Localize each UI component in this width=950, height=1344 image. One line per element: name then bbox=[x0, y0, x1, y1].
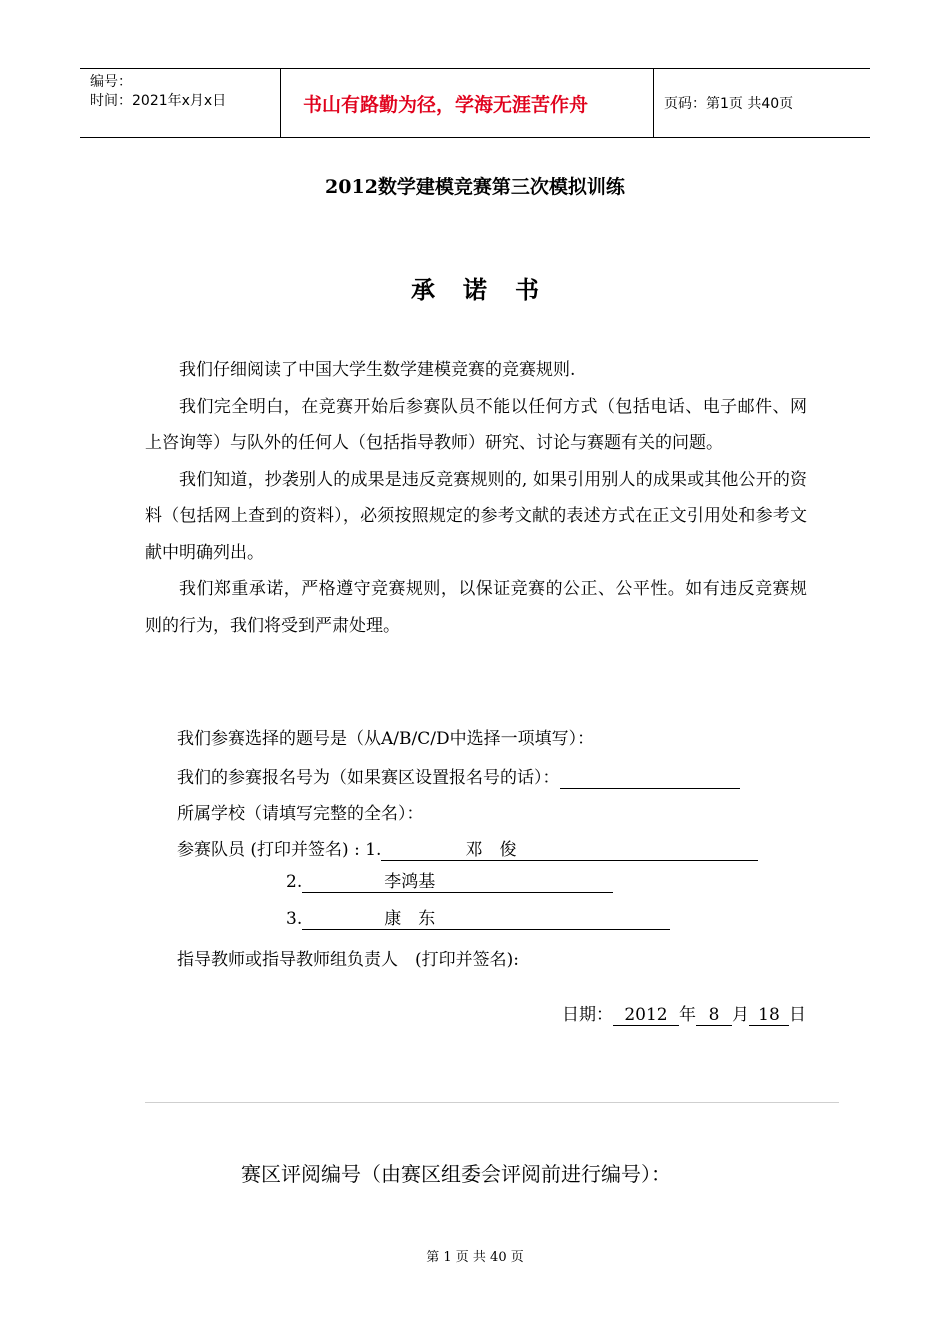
date-label: 日期： bbox=[562, 1005, 613, 1025]
document-title: 2012数学建模竞赛第三次模拟训练 bbox=[325, 176, 625, 198]
header-motto: 书山有路勤为径，学海无涯苦作舟 bbox=[281, 69, 654, 137]
member-3-name: 康 东 bbox=[384, 909, 436, 929]
member-row-1 bbox=[177, 835, 758, 861]
page-footer: 第 1 页 共 40 页 bbox=[426, 1250, 524, 1265]
member-1-index: 1. bbox=[365, 840, 382, 860]
member-1-field[interactable] bbox=[381, 840, 758, 861]
section-divider bbox=[145, 1102, 839, 1103]
document-header bbox=[80, 68, 870, 138]
member-3-field[interactable] bbox=[302, 909, 670, 930]
school-label: 所属学校（请填写完整的全名）： bbox=[177, 804, 424, 824]
time-label: 时间：2021年x月x日 bbox=[90, 93, 227, 109]
review-number-label: 赛区评阅编号（由赛区组委会评阅前进行编号）： bbox=[241, 1162, 671, 1186]
pledge-paragraph-2: 我们完全明白，在竞赛开始后参赛队员不能以任何方式（包括电话、电子邮件、网上咨询等）与队外的任何人（包括指导教师）研究、讨论与赛题有关的问题。 bbox=[145, 396, 807, 453]
date-year-unit: 年 bbox=[679, 1005, 696, 1025]
members-label: 参赛队员 (打印并签名) : bbox=[177, 840, 360, 860]
advisor-label: 指导教师或指导教师组负责人 (打印并签名): bbox=[177, 950, 519, 970]
pledge-body bbox=[145, 352, 807, 644]
pledge-paragraph-1: 我们仔细阅读了中国大学生数学建模竞赛的竞赛规则. bbox=[179, 360, 576, 380]
number-label: 编号： bbox=[90, 74, 132, 90]
problem-number-label: 我们参赛选择的题号是（从A/B/C/D中选择一项填写）： bbox=[177, 729, 595, 749]
date-day-unit: 日 bbox=[789, 1005, 806, 1025]
registration-number-field[interactable] bbox=[560, 768, 740, 789]
header-meta bbox=[80, 69, 281, 137]
member-3-index: 3. bbox=[286, 909, 303, 929]
date-month-unit: 月 bbox=[732, 1005, 749, 1025]
registration-row bbox=[177, 763, 740, 789]
member-2-index: 2. bbox=[286, 872, 303, 892]
member-2-field[interactable] bbox=[302, 872, 613, 893]
pledge-paragraph-4: 我们郑重承诺，严格遵守竞赛规则，以保证竞赛的公正、公平性。如有违反竞赛规则的行为，我们将受到严肃处理。 bbox=[145, 579, 807, 636]
pledge-title: 承诺书 bbox=[411, 275, 567, 304]
member-2-name: 李鸿基 bbox=[384, 872, 436, 892]
member-1-name: 邓 俊 bbox=[465, 840, 517, 860]
member-row-3 bbox=[286, 909, 670, 930]
member-row-2 bbox=[286, 872, 613, 893]
date-year[interactable]: 2012 bbox=[613, 1005, 679, 1026]
registration-label: 我们的参赛报名号为（如果赛区设置报名号的话）： bbox=[177, 768, 560, 788]
date-day[interactable]: 18 bbox=[749, 1005, 789, 1026]
pledge-paragraph-3: 我们知道，抄袭别人的成果是违反竞赛规则的, 如果引用别人的成果或其他公开的资料（包括网上查到的资料），必须按照规定的参考文献的表述方式在正文引用处和参考文献中明确列出。 bbox=[145, 469, 807, 563]
date-row bbox=[562, 1000, 806, 1026]
header-page-info: 页码：第1页 共40页 bbox=[664, 96, 794, 112]
date-month[interactable]: 8 bbox=[696, 1005, 732, 1026]
